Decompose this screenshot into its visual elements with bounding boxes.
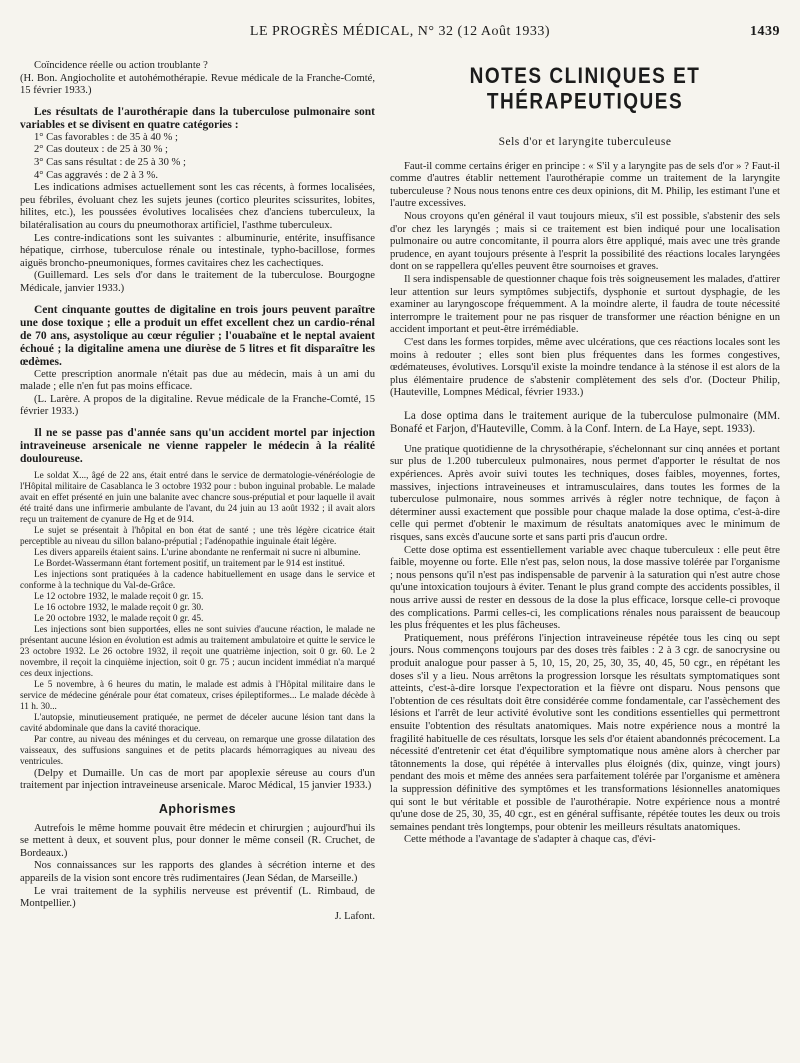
case-paragraph: Les injections sont pratiquées à la cadence habituellement en usage dans le service et conforme à la technique du Val-de-Grâce. (20, 569, 375, 591)
section-heading-aphorismes: Aphorismes (158, 802, 237, 817)
case-paragraph: L'autopsie, minutieusement pratiquée, ne permet de déceler aucune lésion tant dans la cavité abdominale que dans la cavité thoracique. (20, 712, 375, 734)
journal-title: LE PROGRÈS MÉDICAL, N° 32 (12 Août 1933) (249, 24, 551, 39)
case-line: 1° Cas favorables : de 35 à 40 % ; (34, 131, 178, 143)
signature: J. Lafont. (334, 910, 375, 922)
page-header (20, 24, 780, 46)
paragraph: Nous croyons qu'en général il vaut toujours mieux, s'il est possible, s'abstenir des sels d'or chez les laryngés ; mais si ce traitement est bien indiqué pour une localisation pulmonaire ou autre concomitante, il pourra alors être appliqué, mais avec une très grande prudence, en ayant toujours présente à l'esprit la possibilité des réactions locales laryngées dont on se rappellera qu'elles peuvent être sournoises et graves. (390, 210, 780, 273)
case-paragraph: Le 5 novembre, à 6 heures du matin, le malade est admis à l'Hôpital militaire dans le service de médecine générale pour état comateux, crises épileptiformes... Le malade décède à 11 h. 30... (20, 679, 375, 712)
paragraph: Cette méthode a l'avantage de s'adapter à chaque cas, d'évi- (404, 834, 656, 846)
case-paragraph: Les divers appareils étaient sains. L'urine abondante ne renfermait ni sucre ni albumine. (34, 547, 361, 558)
item-title-digitaline: Cent cinquante gouttes de digitaline en trois jours peuvent paraître une dose toxique ; elle a produit un effet excellent chez un cardio-rénal de 70 ans, asystolique au cœur régulier ; l'ouabaïne et le neptal avaient échoué ; la digitaline amena une diurèse de 5 litres et fit disparaître les œdèmes. (20, 303, 375, 368)
case-paragraph: Le sujet se présentait à l'hôpital en bon état de santé ; une très légère cicatrice était perceptible au niveau du sillon balano-préputial ; l'adénopathie inguinale était légère. (20, 525, 375, 547)
article-title-dose-optima: La dose optima dans le traitement aurique de la tuberculose pulmonaire (MM. Bonafé et Farjon, d'Hauteville, Comm. à la Conf. Intern. de La Haye, sept. 1933). (390, 409, 780, 435)
case-line: 2° Cas douteux : de 25 à 30 % ; (34, 144, 168, 156)
reference: (H. Bon. Angiocholite et autohémothérapie. Revue médicale de la Franche-Comté, 15 février 1933.) (20, 72, 375, 97)
item-title-aurotherapie: Les résultats de l'aurothérapie dans la tuberculose pulmonaire sont variables et se divisent en quatre catégories : (20, 105, 375, 131)
case-paragraph: Le 12 octobre 1932, le malade reçoit 0 gr. 15. (34, 591, 204, 602)
aphorism: Le vrai traitement de la syphilis nerveuse est préventif (L. Rimbaud, de Montpellier.) (20, 885, 375, 910)
paragraph: Pratiquement, nous préférons l'injection intraveineuse répétée tous les cinq ou sept jours. Nous commençons toujours par des doses très faibles : 2 à 3 cgr. de sanocrysine ou produit analogue pour passer à 5, 10, 15, 20, 25, 30, 35, 40, 45, 50 cgr., en répétant les doses s'il y a lieu. Nous arrêtons la progression lorsque les résultats symptomatiques sont atteints, c'est-à-dire lorsque l'expectoration et la fièvre ont disparu. Nous pensons que l'obtention de ces résultats doit être considérée comme fondamentale, car l'assèchement des lésions et l'arrêt de leur activité évolutive sont les conditions essentielles qui permettront ensuite l'obtention des résultats anatomiques. Mais notre expérience nous a montré la fragilité habituelle de ces résultats, lorsque les sels d'or étaient abandonnés précocement. La nécessité d'entretenir cet état d'équilibre symptomatique nous amène alors à chercher par tâtonnements la dose, qui répétée à intervalles plus éloignés (dix, quinze, vingt jours) pendant des mois et même des années sera parfaitement tolérée par l'organisme et amènera la suppression définitive des symptômes et les transformations lésionnelles anatomiques qui sont le but véritable et possible de l'aurothérapie. Notre expérience nous a montré qu'une dose de 25, 30, 35, 40 cgr., est en général suffisante, répétée toutes les deux ou trois semaines pendant très longtemps, pour obtenir les meilleurs résultats anatomiques. (390, 632, 780, 833)
reference: (Guillemard. Les sels d'or dans le traitement de la tuberculose. Bourgogne Médicale, janvier 1933.) (20, 270, 375, 294)
section-title-notes: NOTES CLINIQUES ET THÉRAPEUTIQUES (469, 64, 701, 115)
case-line: 3° Cas sans résultat : de 25 à 30 % ; (34, 156, 186, 168)
paragraph: C'est dans les formes torpides, même avec ulcérations, que ces réactions locales sont les moins à redouter ; elles sont bien plus fréquentes dans les formes congestives, œdémateuses, évolutives. Lorsqu'il existe la moindre tendance à la sténose il est alors de la plus élémentaire prudence de s'abstenir complètement des sels d'or. (Docteur Philip, (Hauteville, Lompnes Médical, février 1933.) (390, 336, 780, 399)
paragraph: Faut-il comme certains ériger en principe : « S'il y a laryngite pas de sels d'or » ? Faut-il comme d'autres établir nettement l'aurothérapie comme un traitement de la laryngite tuberculeuse ? Nous nous tenons entre ces deux opinions, dit M. Philip, les estimant l'une et l'autre excessives. (390, 160, 780, 210)
case-paragraph: Le Bordet-Wassermann étant fortement positif, un traitement par le 914 est institué. (34, 558, 345, 569)
aphorism: Nos connaissances sur les rapports des glandes à sécrétion interne et des appareils de la vision sont encore très rudimentaires (Jean Sédan, de Marseille.) (20, 860, 375, 885)
left-column (20, 60, 375, 923)
reference: (L. Larère. A propos de la digitaline. Revue médicale de la Franche-Comté, 15 février 1933.) (20, 393, 375, 418)
case-line: 4° Cas aggravés : de 2 à 3 %. (34, 169, 158, 181)
paragraph: Cette dose optima est essentiellement variable avec chaque tuberculeux : elle peut être faible, moyenne ou forte. Elle n'est pas, selon nous, la dose massive tolérée par l'organisme ; nous pensons qu'il n'est pas indispensable de parvenir à la saturation qui n'est autre chose qu'une intoxication toujours à éviter. Tenant le plus grand compte des accidents possibles, il nous arrive aussi de rester en dessous de la dose la plus efficace, lorsque celle-ci provoque des complications. Parmi celles-ci, les complications rénales nous paraissent de beaucoup les plus fréquentes et les plus fâcheuses. (390, 544, 780, 632)
page-number: 1439 (750, 24, 780, 39)
paragraph: Les contre-indications sont les suivantes : albuminurie, entérite, insuffisance hépatique, cirrhose, tuberculose rénale ou intestinale, typho-bacillose, formes aiguës broncho-pneumoniques, formes cavitaires chez les cachectiques. (20, 232, 375, 269)
case-paragraph: Les injections sont bien supportées, elles ne sont suivies d'aucune réaction, le malade ne présentant aucune lésion en évolution est admis au traitement ambulatoire et quitte le service le 23 octobre 1932. Le 26 octobre 1932, il reçoit une quatrième injection, soit 0 gr. 60. Le 2 novembre, il reçoit la cinquième injection, soit 0 gr. 75 ; aucun incident immédiat n'a marqué ces deux injections. (20, 624, 375, 679)
case-paragraph: Le 16 octobre 1932, le malade reçoit 0 gr. 30. (34, 602, 204, 613)
continued-text: Coïncidence réelle ou action troublante ? (34, 60, 208, 71)
article-title-sels-or: Sels d'or et laryngite tuberculeuse (498, 136, 672, 148)
paragraph: Cette prescription anormale n'était pas due au médecin, mais à un ami du malade ; elle n'en fut pas moins efficace. (20, 368, 375, 393)
right-column (390, 62, 780, 847)
item-title-arsenic: Il ne se passe pas d'année sans qu'un accident mortel par injection intraveineuse arsenicale ne vienne rappeler le médecin à la réalité douloureuse. (20, 426, 375, 465)
paragraph: Les indications admises actuellement sont les cas récents, à formes localisées, peu fébriles, évoluant chez les sujets jeunes (cortico pleurites scissurites, lobites, hilites, etc.), les poussées évolutives localisées chez d'anciens tuberculeux, la bilatéralisation au cours du pneumothorax artificiel, l'asthme tuberculeux. (20, 182, 375, 231)
paragraph: Il sera indispensable de questionner chaque fois très soigneusement les malades, d'attirer leur attention sur leurs symptômes subjectifs, dysphonie et surtout dysphagie, de les examiner au laryngoscope fréquemment. A la moindre alerte, il faudra de toute nécessité interrompre le traitement pour ne pas risquer de transformer une réaction bénigne en un accident important et peut-être irrémédiable. (390, 273, 780, 336)
paragraph: Une pratique quotidienne de la chrysothérapie, s'échelonnant sur cinq années et portant sur plus de 1.200 tuberculeux pulmonaires, nous permet d'apporter le résultat de nos expériences. Après avoir suivi toutes les techniques, doses faibles, moyennes, fortes, massives, injections intraveineuses et intramusculaires, dans toutes les formes de la tuberculose pulmonaire, nous sommes arrivés à régler notre technique, de façon à déterminer aussi exactement que possible pour chaque malade la dose optima, c'est-à-dire celle qui permet d'obtenir le maximum de résultats anatomiques avec le minimum de risques, sans excès d'aucune sorte et sans parti pris d'aucun ordre. (390, 443, 780, 544)
case-paragraph: Le 20 octobre 1932, le malade reçoit 0 gr. 45. (34, 613, 204, 624)
reference: (Delpy et Dumaille. Un cas de mort par apoplexie séreuse au cours d'un traitement par injection intraveineuse arsenicale. Maroc Médical, 15 janvier 1933.) (20, 767, 375, 792)
case-paragraph: Le soldat X..., âgé de 22 ans, était entré dans le service de dermatologie-vénéréologie de l'Hôpital militaire de Casablanca le 3 octobre 1932 pour : bubon inguinal probable. Le malade avait en effet présenté en juin une balanite avec chancre sous-préputial et pour laquelle il avait été traité dans une infirmerie ambulante de l'avant, du 24 juin au 13 août 1932 ; il avait alors reçu un traitement de cyanure de Hg et de 914. (20, 470, 375, 525)
case-paragraph: Par contre, au niveau des méninges et du cerveau, on remarque une grosse dilatation des vaisseaux, des suffusions sanguines et de petits placards hémorragiques au niveau des ventricules. (20, 734, 375, 767)
aphorism: Autrefois le même homme pouvait être médecin et chirurgien ; aujourd'hui ils se mettent à deux, et souvent plus, pour donner le même conseil (R. Cruchet, de Bordeaux.) (20, 822, 375, 859)
